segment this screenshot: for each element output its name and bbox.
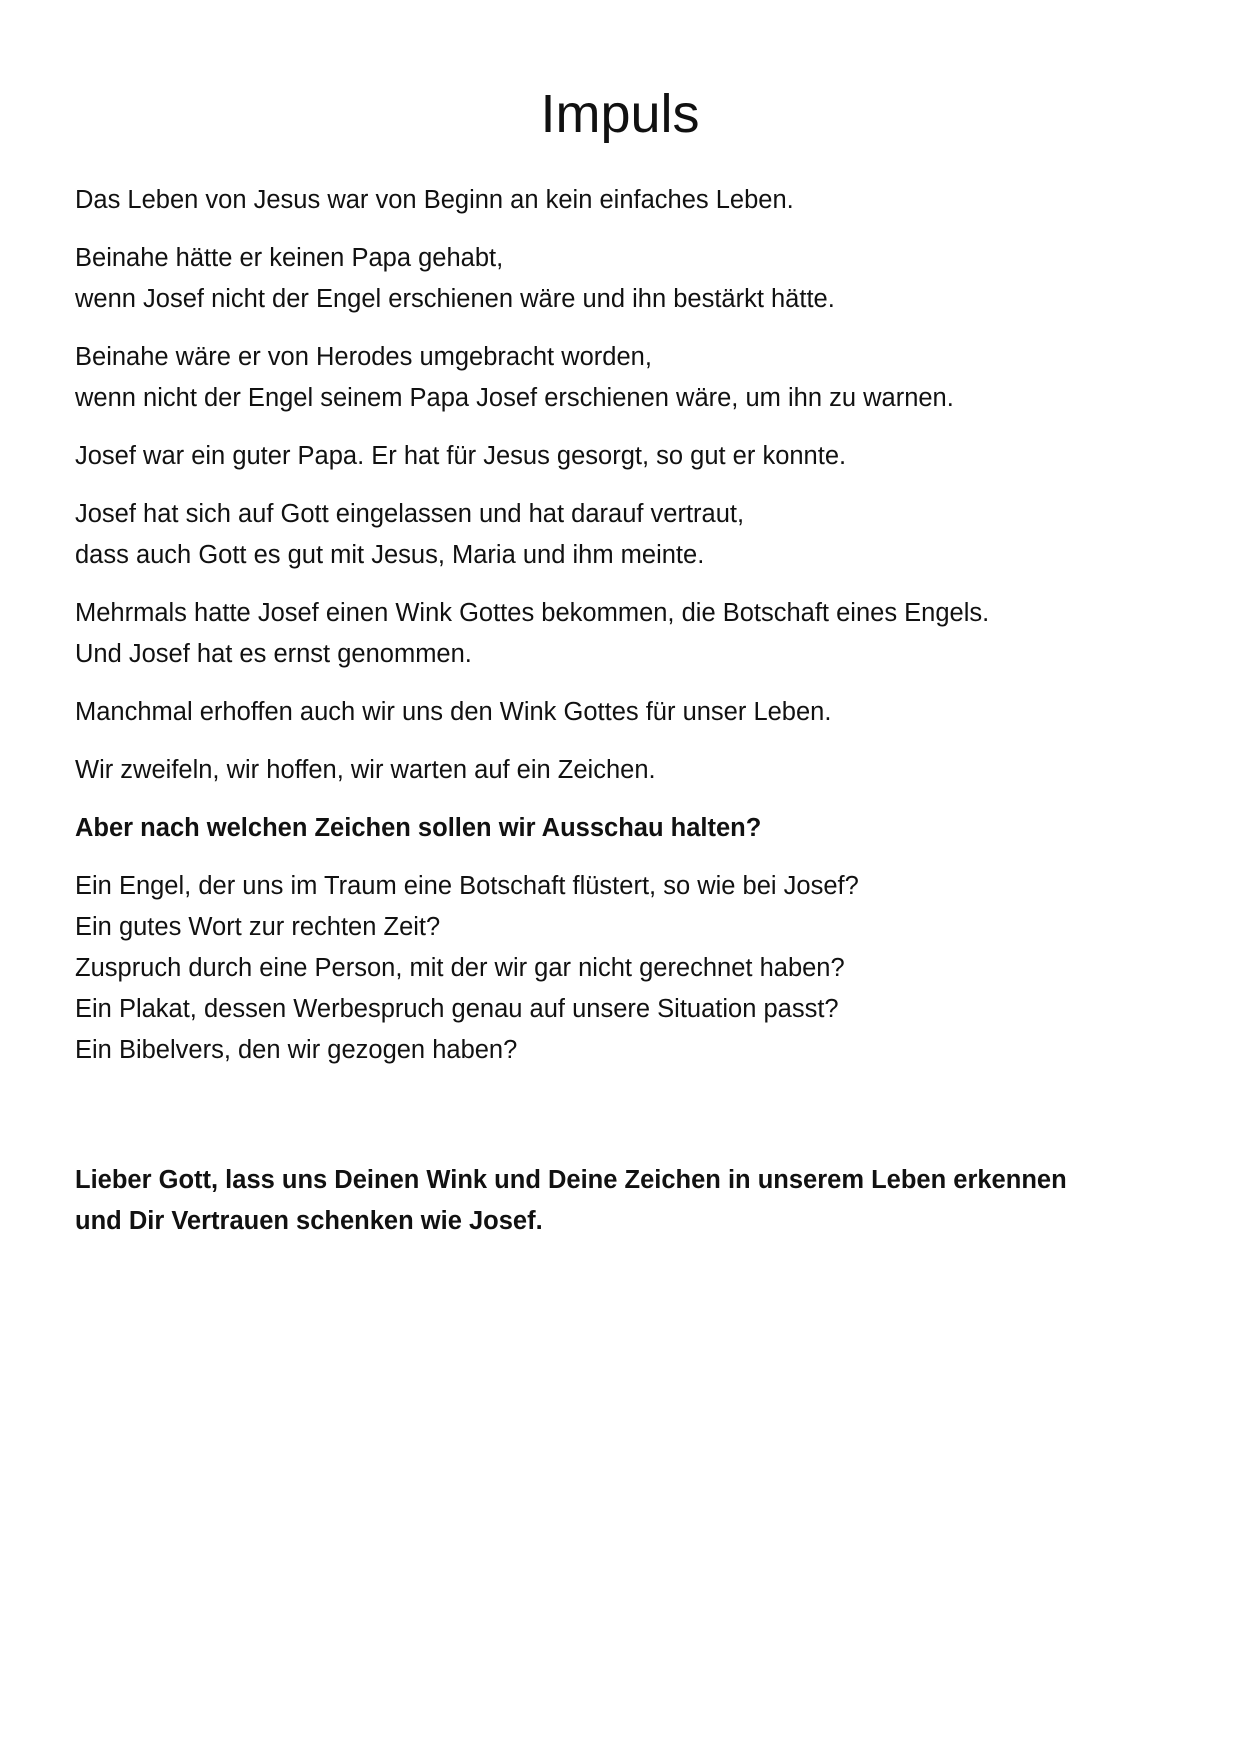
paragraph-guter-papa (75, 436, 1165, 477)
paragraph-zeichen-list (75, 866, 1165, 1071)
text-line: Ein Plakat, dessen Werbespruch genau auf unsere Situation passt? (75, 995, 839, 1023)
page-title: Impuls (540, 84, 700, 144)
paragraph-wink (75, 593, 1165, 675)
text-line: wenn nicht der Engel seinem Papa Josef erschienen wäre, um ihn zu warnen. (75, 384, 954, 412)
paragraph-papa (75, 238, 1165, 320)
text-line: Josef hat sich auf Gott eingelassen und hat darauf vertraut, (75, 500, 745, 528)
paragraph-prayer (75, 1160, 1165, 1242)
text-line: Beinahe hätte er keinen Papa gehabt, (75, 244, 504, 272)
text-line: Mehrmals hatte Josef einen Wink Gottes bekommen, die Botschaft eines Engels. (75, 599, 990, 627)
text-line: wenn Josef nicht der Engel erschienen wäre und ihn bestärkt hätte. (75, 285, 835, 313)
text-line: Ein Engel, der uns im Traum eine Botschaft flüstert, so wie bei Josef? (75, 872, 859, 900)
text-line: Lieber Gott, lass uns Deinen Wink und Deine Zeichen in unserem Leben erkennen (75, 1166, 1067, 1194)
text-line: Zuspruch durch eine Person, mit der wir gar nicht gerechnet haben? (75, 954, 845, 982)
text-line: dass auch Gott es gut mit Jesus, Maria und ihm meinte. (75, 541, 705, 569)
body-text (75, 180, 1165, 1259)
text-line: Und Josef hat es ernst genommen. (75, 640, 472, 668)
text-line: Josef war ein guter Papa. Er hat für Jesus gesorgt, so gut er konnte. (75, 442, 847, 470)
text-line: Ein gutes Wort zur rechten Zeit? (75, 913, 441, 941)
paragraph-herodes (75, 337, 1165, 419)
text-line: Aber nach welchen Zeichen sollen wir Ausschau halten? (75, 814, 762, 842)
text-line: Das Leben von Jesus war von Beginn an kein einfaches Leben. (75, 186, 794, 214)
text-line: und Dir Vertrauen schenken wie Josef. (75, 1207, 543, 1235)
paragraph-erhoffen (75, 692, 1165, 733)
paragraph-zweifeln (75, 750, 1165, 791)
text-line: Ein Bibelvers, den wir gezogen haben? (75, 1036, 518, 1064)
paragraph-question (75, 808, 1165, 849)
text-line: Beinahe wäre er von Herodes umgebracht worden, (75, 343, 652, 371)
paragraph-intro (75, 180, 1165, 221)
paragraph-vertrauen (75, 494, 1165, 576)
text-line: Wir zweifeln, wir hoffen, wir warten auf ein Zeichen. (75, 756, 656, 784)
spacer (75, 1088, 1165, 1160)
text-line: Manchmal erhoffen auch wir uns den Wink Gottes für unser Leben. (75, 698, 832, 726)
